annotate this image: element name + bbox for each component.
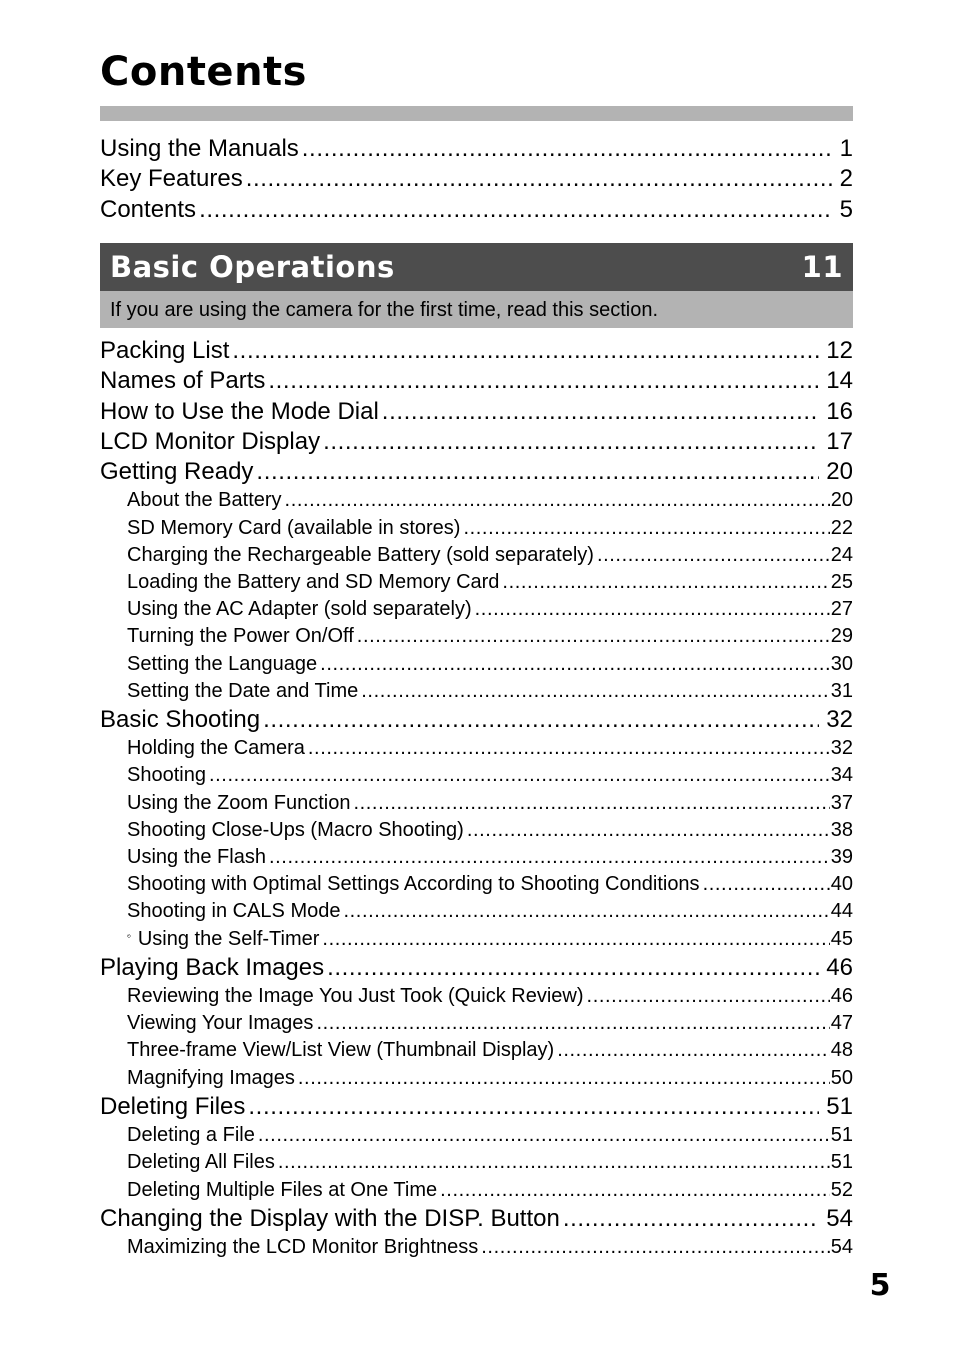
toc-entry[interactable] — [100, 1149, 853, 1176]
toc-entry-page: 38 — [830, 818, 853, 841]
toc-entry-label: Three-frame View/List View (Thumbnail Display) — [127, 1039, 555, 1062]
toc-entry-page: 29 — [830, 625, 853, 648]
dot-leader — [463, 515, 829, 542]
section-note: If you are using the camera for the first time, read this section. — [100, 291, 853, 328]
toc-entry-page: 50 — [830, 1066, 853, 1089]
dot-leader — [268, 366, 819, 396]
dot-leader — [357, 623, 830, 650]
dot-leader — [209, 762, 830, 789]
dot-leader — [557, 1037, 830, 1064]
dot-leader — [343, 898, 829, 925]
toc-entry-label: How to Use the Mode Dial — [100, 397, 379, 425]
toc-entry-page: 54 — [826, 1204, 853, 1232]
toc-entry-page: 46 — [830, 985, 853, 1008]
dot-leader — [199, 195, 833, 225]
intro-toc — [100, 134, 853, 225]
dot-leader — [278, 1149, 830, 1176]
toc-entry-page: 39 — [830, 846, 853, 869]
toc-entry-page: 52 — [830, 1178, 853, 1201]
toc-entry-page: 54 — [830, 1235, 853, 1258]
toc-entry-label: Shooting with Optimal Settings According to Shooting Conditions — [127, 873, 700, 896]
dot-leader — [323, 427, 819, 457]
toc-entry-page: 37 — [830, 791, 853, 814]
toc-entry-page: 17 — [826, 427, 853, 455]
toc-entry[interactable] — [100, 817, 853, 844]
toc-entry[interactable] — [100, 427, 853, 457]
dot-leader — [467, 817, 830, 844]
toc-entry[interactable] — [100, 542, 853, 569]
toc-entry-label: SD Memory Card (available in stores) — [127, 516, 461, 539]
dot-leader — [703, 871, 830, 898]
toc-entry[interactable] — [100, 1234, 853, 1261]
toc-entry-page: 45 — [830, 927, 853, 950]
self-timer-icon — [127, 927, 131, 945]
dot-leader — [597, 542, 830, 569]
dot-leader — [232, 336, 819, 366]
toc-entry-label: Playing Back Images — [100, 953, 325, 981]
toc-entry-page: 5 — [839, 195, 853, 223]
dot-leader — [246, 164, 833, 194]
dot-leader — [382, 397, 820, 427]
toc-entry-page: 46 — [826, 953, 853, 981]
toc-entry-label: Setting the Language — [127, 652, 318, 675]
toc-entry-label: Reviewing the Image You Just Took (Quick Review) — [127, 985, 584, 1008]
toc-entry[interactable] — [100, 569, 853, 596]
toc-entry-label: Deleting All Files — [127, 1151, 275, 1174]
toc-entry-label: Turning the Power On/Off — [127, 625, 354, 648]
toc-entry-label: Using the AC Adapter (sold separately) — [127, 598, 472, 621]
dot-leader — [563, 1204, 819, 1234]
toc-entry[interactable] — [100, 487, 853, 514]
toc-entry-page: 2 — [839, 165, 853, 193]
toc-entry-label: Names of Parts — [100, 367, 266, 395]
toc-entry-page: 30 — [830, 652, 853, 675]
toc-entry[interactable] — [100, 134, 853, 164]
toc-entry[interactable] — [100, 336, 853, 366]
dot-leader — [302, 134, 833, 164]
dot-leader — [361, 678, 830, 705]
main-toc — [100, 336, 853, 1261]
toc-entry-label: LCD Monitor Display — [100, 427, 321, 455]
toc-entry-label: Viewing Your Images — [127, 1012, 314, 1035]
dot-leader — [320, 651, 830, 678]
toc-entry[interactable] — [100, 735, 853, 762]
toc-entry[interactable] — [100, 366, 853, 396]
toc-entry-page: 51 — [830, 1124, 853, 1147]
dot-leader — [481, 1234, 830, 1261]
toc-entry[interactable] — [100, 1037, 853, 1064]
page-number: 5 — [869, 1268, 891, 1303]
toc-entry-label: Packing List — [100, 337, 230, 364]
toc-entry-label: Loading the Battery and SD Memory Card — [127, 571, 500, 594]
toc-entry-page: 27 — [830, 598, 853, 621]
dot-leader — [258, 1122, 830, 1149]
toc-entry[interactable] — [100, 1065, 853, 1092]
toc-entry[interactable] — [100, 195, 853, 225]
toc-entry-label: Contents — [100, 195, 197, 223]
section-header — [100, 243, 853, 291]
dot-leader — [248, 1092, 819, 1122]
toc-entry-page: 51 — [826, 1092, 853, 1120]
toc-entry-page: 22 — [830, 516, 853, 539]
toc-entry[interactable] — [100, 926, 853, 953]
toc-entry[interactable] — [100, 1092, 853, 1122]
dot-leader — [256, 457, 819, 487]
toc-entry-label: Key Features — [100, 165, 243, 193]
toc-entry-page: 1 — [839, 135, 853, 162]
dot-leader — [308, 735, 830, 762]
toc-entry[interactable] — [100, 983, 853, 1010]
toc-entry[interactable] — [100, 515, 853, 542]
dot-leader — [285, 487, 830, 514]
toc-entry[interactable] — [100, 1010, 853, 1037]
toc-entry-label: Using the Zoom Function — [127, 791, 351, 814]
toc-entry[interactable] — [100, 898, 853, 925]
toc-entry-page: 24 — [830, 543, 853, 566]
toc-entry-label: Shooting — [127, 764, 206, 787]
toc-entry-page: 32 — [830, 737, 853, 760]
toc-entry[interactable] — [100, 623, 853, 650]
dot-leader — [316, 1010, 829, 1037]
toc-entry-label: Charging the Rechargeable Battery (sold separately) — [127, 543, 594, 566]
dot-leader — [298, 1065, 830, 1092]
toc-entry-label: Maximizing the LCD Monitor Brightness — [127, 1235, 479, 1258]
toc-entry[interactable] — [100, 1204, 853, 1234]
toc-entry-page: 40 — [830, 873, 853, 896]
toc-entry[interactable] — [100, 678, 853, 705]
toc-entry[interactable] — [100, 762, 853, 789]
toc-entry-label: Magnifying Images — [127, 1066, 295, 1089]
toc-entry-label: Getting Ready — [100, 458, 254, 486]
toc-entry-label: Shooting Close-Ups (Macro Shooting) — [127, 818, 464, 841]
toc-entry-label: Changing the Display with the DISP. Button — [100, 1204, 560, 1232]
page-title: Contents — [100, 49, 307, 95]
toc-entry-page: 32 — [826, 705, 853, 733]
dot-leader — [327, 953, 819, 983]
toc-entry[interactable] — [100, 457, 853, 487]
toc-entry-label: Holding the Camera — [127, 737, 305, 760]
section-title: Basic Operations — [110, 250, 395, 284]
toc-entry-page: 31 — [830, 679, 853, 702]
toc-entry[interactable] — [100, 1177, 853, 1204]
toc-entry-page: 20 — [826, 458, 853, 486]
toc-entry-page: 20 — [830, 489, 853, 512]
toc-entry-page: 44 — [830, 900, 853, 923]
toc-entry-label: Deleting Files — [100, 1092, 246, 1120]
toc-entry[interactable] — [100, 871, 853, 898]
dot-leader — [269, 844, 830, 871]
toc-entry[interactable] — [100, 596, 853, 623]
title-rule — [100, 106, 853, 121]
toc-entry-page: 47 — [830, 1012, 853, 1035]
toc-entry-label: Setting the Date and Time — [127, 679, 359, 702]
dot-leader — [475, 596, 830, 623]
toc-entry[interactable] — [100, 953, 853, 983]
toc-entry-label: Shooting in CALS Mode — [127, 900, 341, 923]
dot-leader — [353, 790, 829, 817]
toc-entry-label: Basic Shooting — [100, 705, 261, 733]
toc-entry-page: 51 — [830, 1151, 853, 1174]
section-page: 11 — [801, 250, 843, 284]
dot-leader — [440, 1177, 830, 1204]
toc-entry-label: Using the Self-Timer — [137, 927, 320, 950]
toc-entry[interactable] — [100, 790, 853, 817]
toc-entry[interactable] — [100, 844, 853, 871]
toc-entry-label: Deleting Multiple Files at One Time — [127, 1178, 438, 1201]
dot-leader — [587, 983, 830, 1010]
toc-entry-label: Deleting a File — [127, 1124, 255, 1147]
toc-entry-page: 25 — [830, 571, 853, 594]
toc-entry-page: 14 — [826, 367, 853, 395]
toc-entry-page: 12 — [826, 337, 853, 364]
dot-leader — [502, 569, 829, 596]
toc-entry[interactable] — [100, 164, 853, 194]
toc-entry-label: About the Battery — [127, 489, 282, 512]
toc-entry-label: Using the Manuals — [100, 135, 299, 162]
toc-entry[interactable] — [100, 705, 853, 735]
toc-entry-page: 34 — [830, 764, 853, 787]
toc-entry-label: Using the Flash — [127, 846, 266, 869]
toc-entry-page: 16 — [826, 397, 853, 425]
dot-leader — [263, 705, 819, 735]
dot-leader — [322, 926, 829, 953]
toc-entry-page: 48 — [830, 1039, 853, 1062]
toc-entry[interactable] — [100, 397, 853, 427]
toc-entry[interactable] — [100, 1122, 853, 1149]
toc-entry[interactable] — [100, 651, 853, 678]
